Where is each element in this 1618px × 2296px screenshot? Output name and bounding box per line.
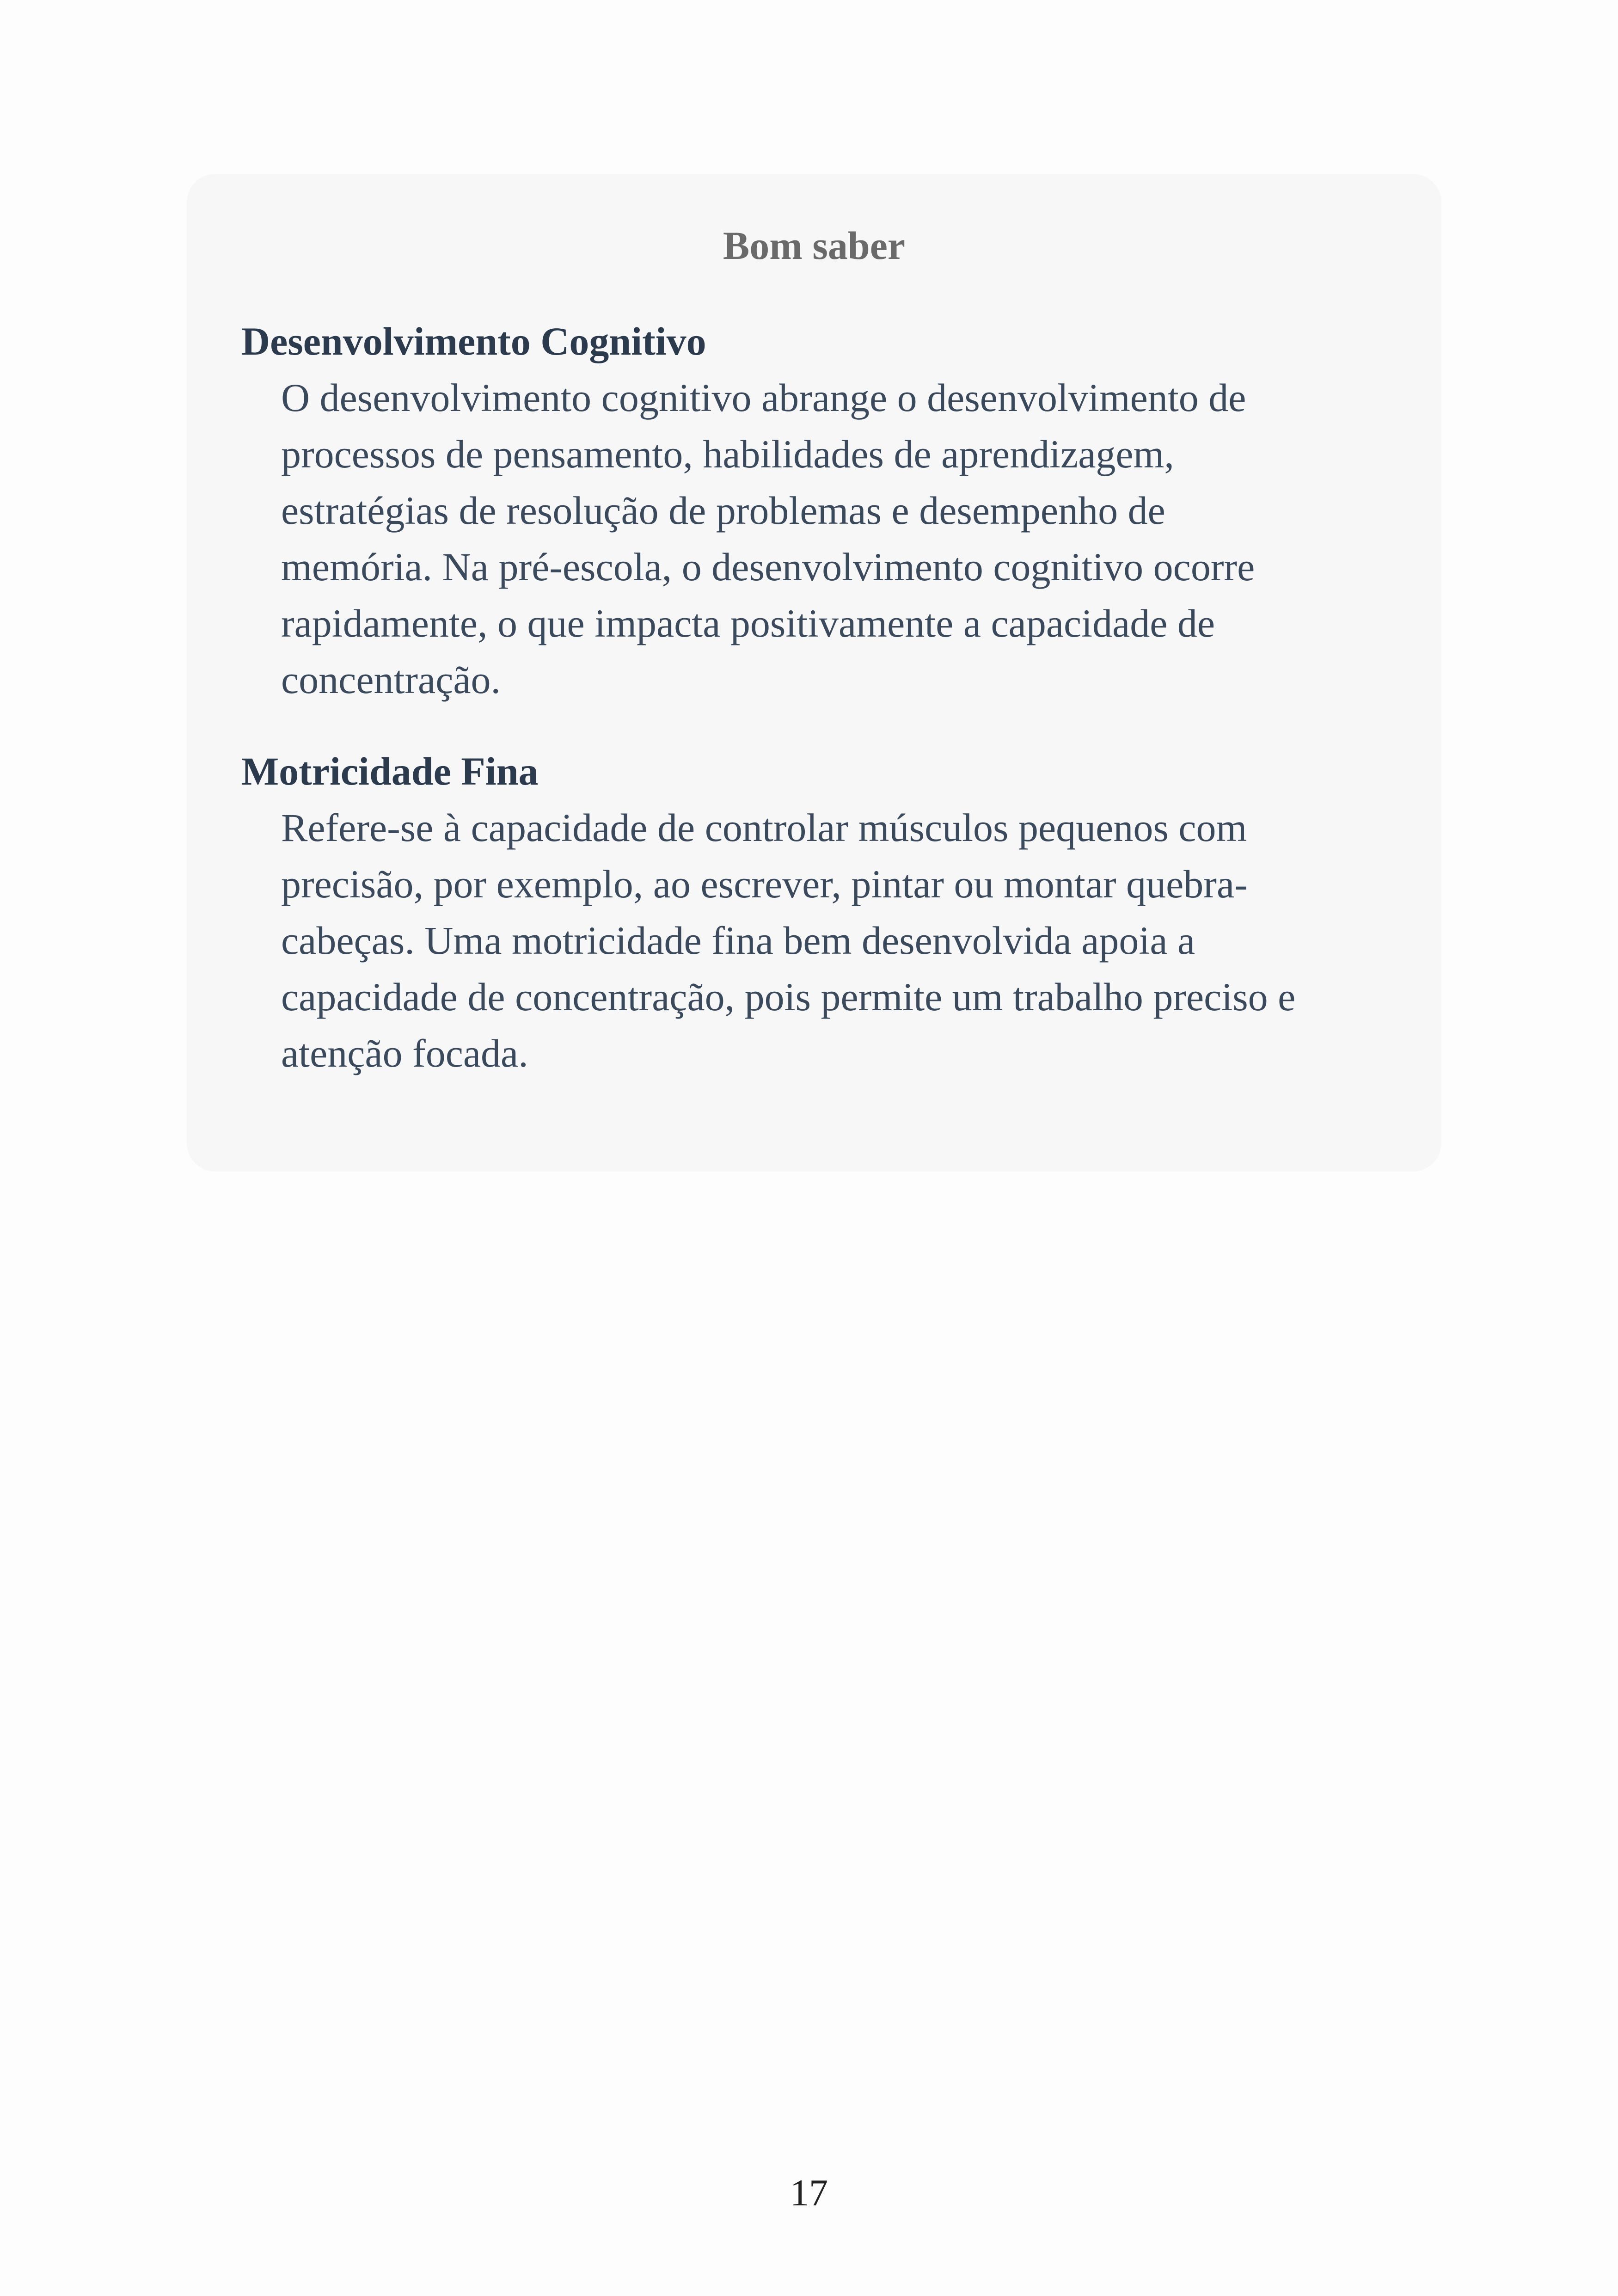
definition-line: memória. Na pré-escola, o desenvolvimento cognitivo ocorre <box>281 545 1255 589</box>
box-title: Bom saber <box>723 223 906 268</box>
definition-line: precisão, por exemplo, ao escrever, pintar ou montar quebra- <box>281 862 1248 907</box>
definition-line: processos de pensamento, habilidades de aprendizagem, <box>281 432 1174 477</box>
definition-line: cabeças. Uma motricidade fina bem desenvolvida apoia a <box>281 918 1195 963</box>
term-definition <box>241 369 1387 708</box>
definition-line: concentração. <box>281 657 501 702</box>
definition-line: O desenvolvimento cognitivo abrange o desenvolvimento de <box>281 375 1246 420</box>
term-block-fine-motor-skills <box>241 743 1387 1081</box>
definition-line: atenção focada. <box>281 1031 528 1076</box>
term-block-cognitive-development <box>241 313 1387 708</box>
definition-line: Refere-se à capacidade de controlar músculos pequenos com <box>281 805 1247 850</box>
term-title: Motricidade Fina <box>241 749 539 794</box>
definition-line: estratégias de resolução de problemas e desempenho de <box>281 488 1165 533</box>
term-definition <box>241 799 1387 1081</box>
definition-line: rapidamente, o que impacta positivamente a capacidade de <box>281 601 1215 646</box>
term-title: Desenvolvimento Cognitivo <box>241 319 706 364</box>
info-box <box>187 174 1441 1172</box>
definition-line: capacidade de concentração, pois permite um trabalho preciso e <box>281 975 1296 1019</box>
page-number: 17 <box>790 2172 828 2214</box>
